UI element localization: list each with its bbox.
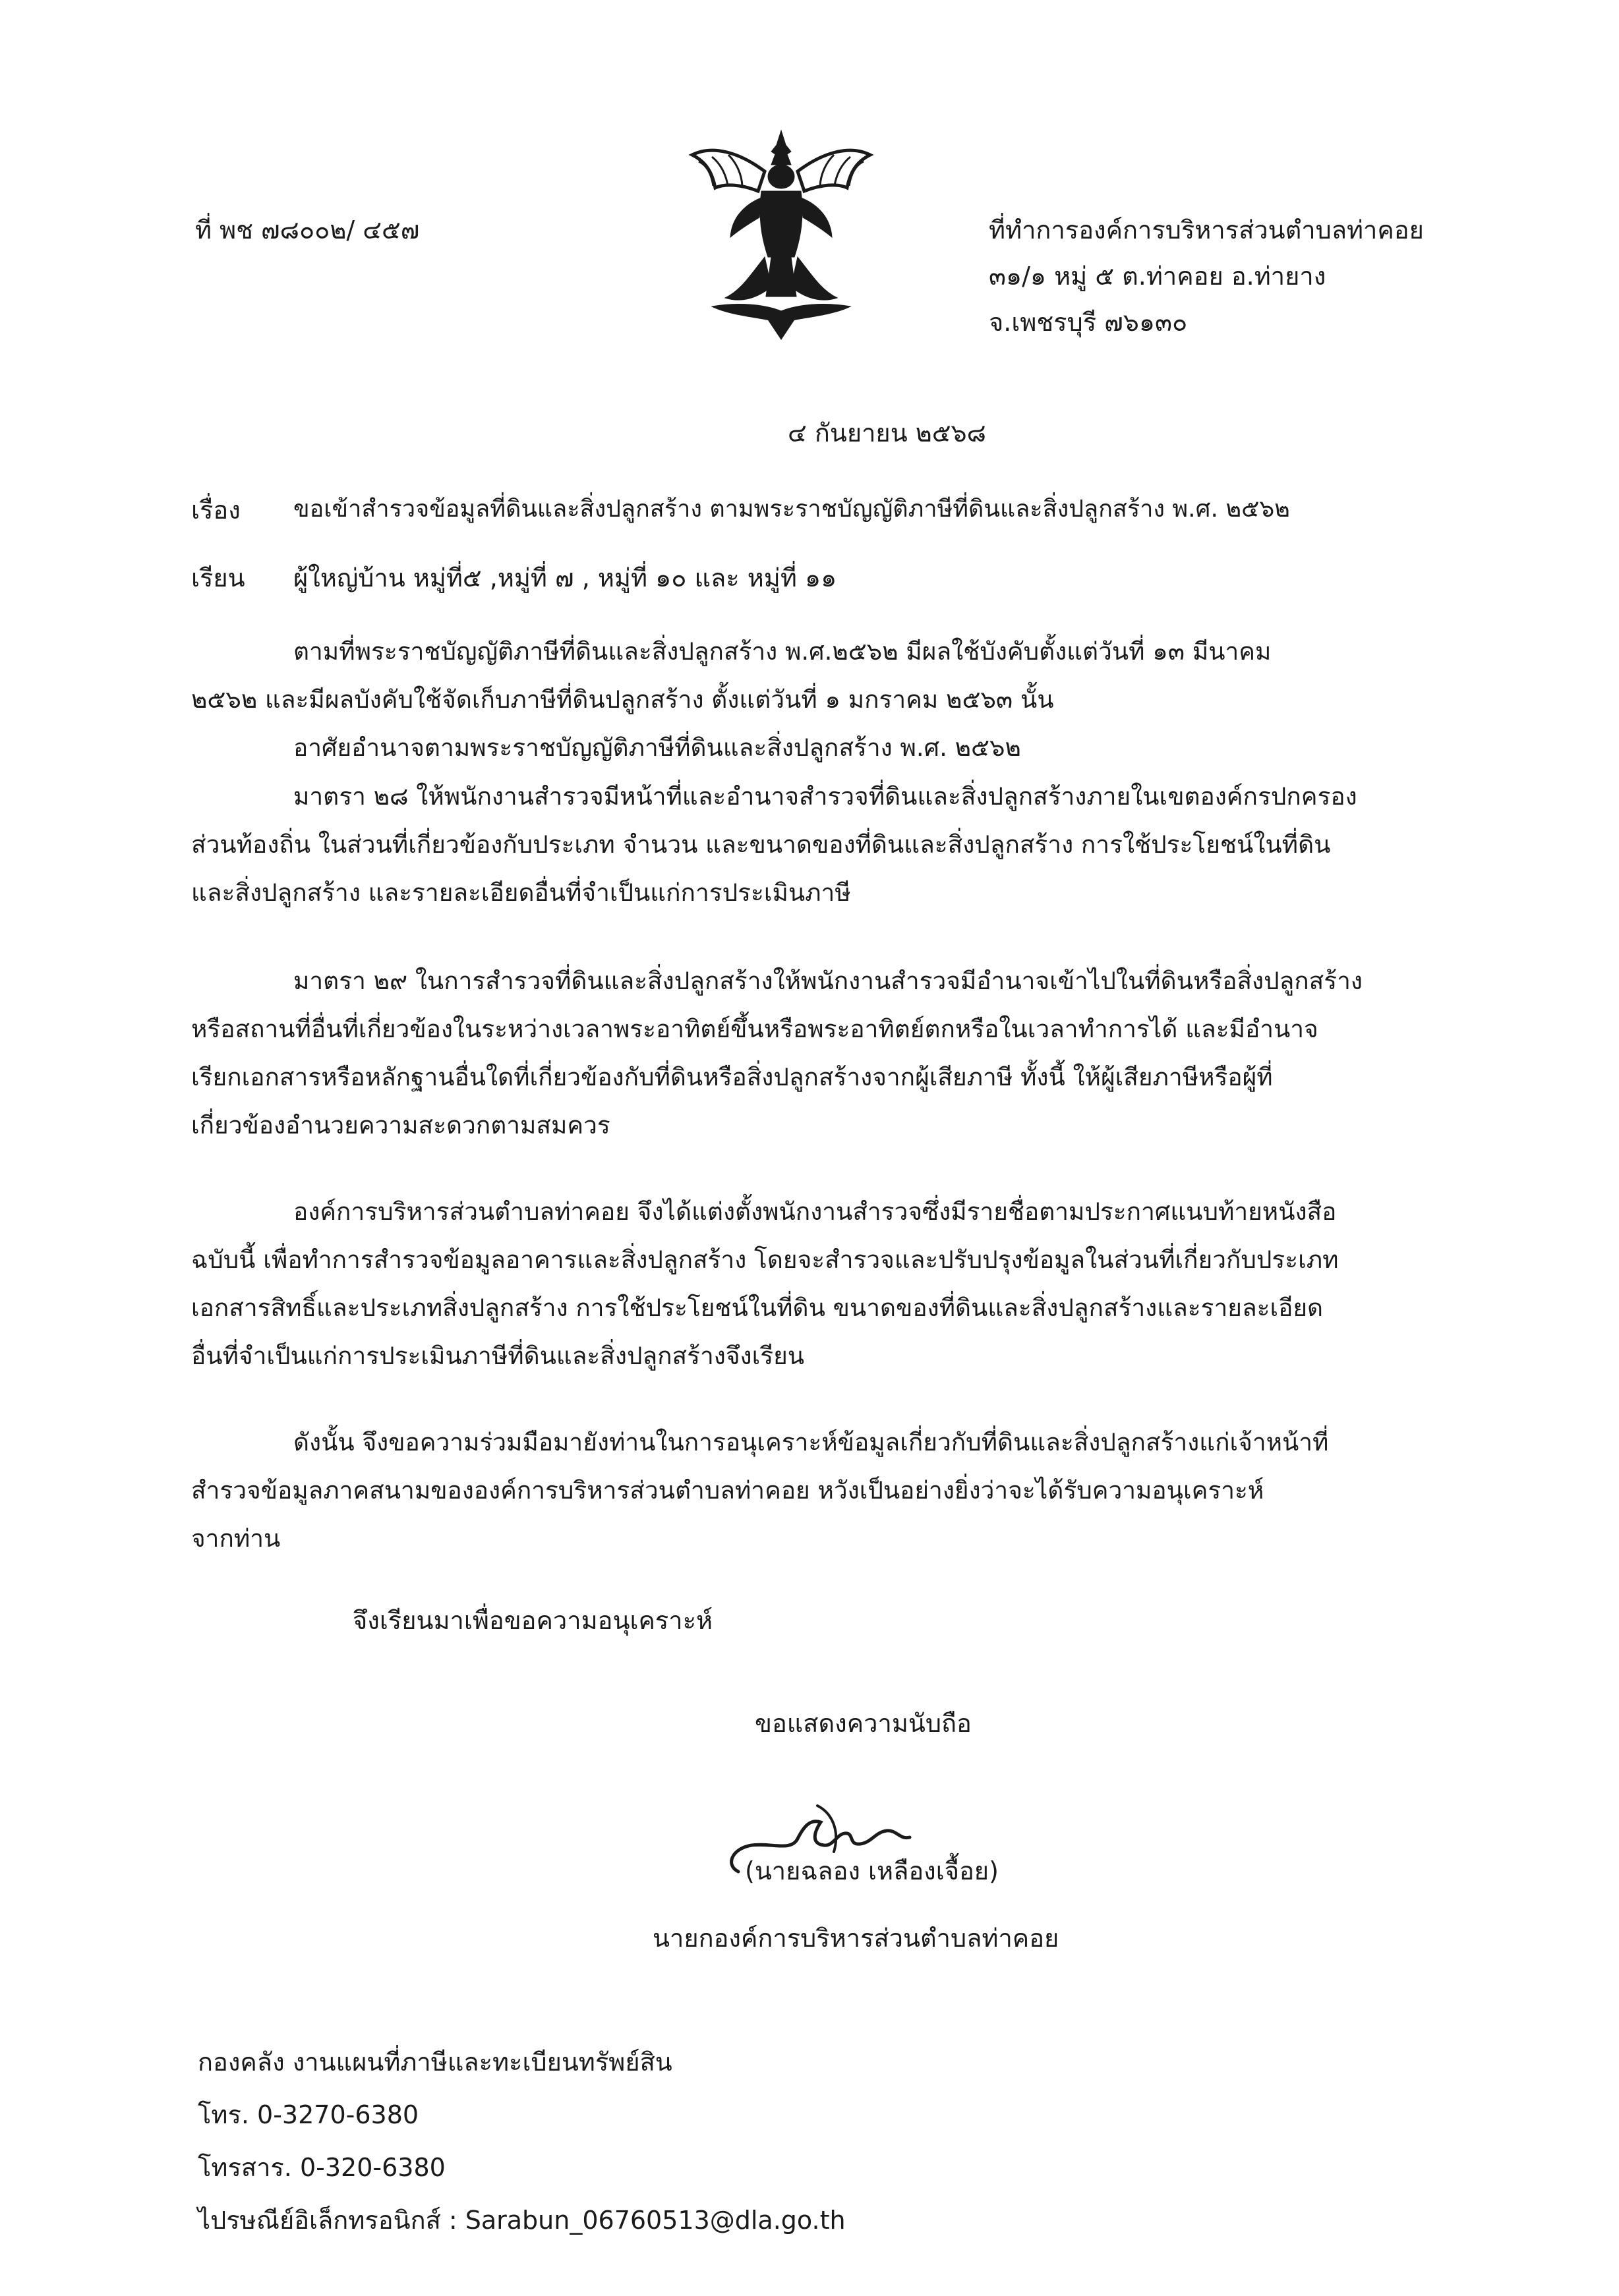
body-line: สำรวจข้อมูลภาคสนามขององค์การบริหารส่วนตำบลท่าคอย หวังเป็นอย่างยิ่งว่าจะได้รับความอนุเคราะห์ — [191, 1476, 1264, 1505]
body-line: มาตรา ๒๙ ในการสำรวจที่ดินและสิ่งปลูกสร้างให้พนักงานสำรวจมีอำนาจเข้าไปในที่ดินหรือสิ่งปลูกสร้าง — [293, 967, 1363, 995]
office-address: ๓๑/๑ หมู่ ๕ ต.ท่าคอย อ.ท่ายาง — [989, 262, 1326, 291]
body-line: เกี่ยวข้องอำนวยความสะดวกตามสมควร — [191, 1111, 610, 1139]
closing-line: จึงเรียนมาเพื่อขอความอนุเคราะห์ — [353, 1606, 713, 1635]
office-name: ที่ทำการองค์การบริหารส่วนตำบลท่าคอย — [989, 215, 1424, 244]
letter-date: ๔ กันยายน ๒๕๖๘ — [788, 418, 986, 447]
garuda-emblem-icon — [679, 125, 883, 343]
body-line: เรียกเอกสารหรือหลักฐานอื่นใดที่เกี่ยวข้องกับที่ดินหรือสิ่งปลูกสร้างจากผู้เสียภาษี ทั้งนี้ ให้ผู้เสียภาษีหรือผู้ที่ — [191, 1063, 1273, 1091]
body-line: องค์การบริหารส่วนตำบลท่าคอย จึงได้แต่งตั้งพนักงานสำรวจซึ่งมีรายชื่อตามประกาศแนบท้ายหนังสือ — [293, 1197, 1337, 1226]
reference-number: ที่ พช ๗๘๐๐๒/ ๔๕๗ — [195, 215, 420, 244]
body-line: และสิ่งปลูกสร้าง และรายละเอียดอื่นที่จำเป็นแก่การประเมินภาษี — [191, 878, 851, 907]
addressee-label: เรียน — [191, 563, 245, 592]
office-province: จ.เพชรบุรี ๗๖๑๓๐ — [989, 308, 1188, 337]
body-line: ดังนั้น จึงขอความร่วมมือมายังท่านในการอนุเคราะห์ข้อมูลเกี่ยวกับที่ดินและสิ่งปลูกสร้างแก่เจ้าหน้าที่ — [293, 1428, 1329, 1456]
body-line: หรือสถานที่อื่นที่เกี่ยวข้องในระหว่างเวลาพระอาทิตย์ขึ้นหรือพระอาทิตย์ตกหรือในเวลาทำการได้ และมีอำนาจ — [191, 1015, 1318, 1043]
body-line: ฉบับนี้ เพื่อทำการสำรวจข้อมูลอาคารและสิ่งปลูกสร้าง โดยจะสำรวจและปรับปรุงข้อมูลในส่วนที่เกี่ยวกับประเภท — [191, 1246, 1339, 1274]
footer-email: ไปรษณีย์อิเล็กทรอนิกส์ : Sarabun_06760513@dla.go.th — [198, 2206, 846, 2235]
footer-fax: โทรสาร. 0-320-6380 — [198, 2153, 446, 2182]
body-line: อาศัยอำนาจตามพระราชบัญญัติภาษีที่ดินและสิ่งปลูกสร้าง พ.ศ. ๒๕๖๒ — [293, 733, 1021, 762]
signer-title: นายกองค์การบริหารส่วนตำบลท่าคอย — [653, 1924, 1059, 1953]
body-line: เอกสารสิทธิ์และประเภทสิ่งปลูกสร้าง การใช้ประโยชน์ในที่ดิน ขนาดของที่ดินและสิ่งปลูกสร้างและรายละเอียด — [191, 1294, 1324, 1322]
body-line: จากท่าน — [191, 1524, 281, 1553]
body-line: มาตรา ๒๘ ให้พนักงานสำรวจมีหน้าที่และอำนาจสำรวจที่ดินและสิ่งปลูกสร้างภายในเขตองค์กรปกครอง — [293, 782, 1357, 811]
body-line: ๒๕๖๒ และมีผลบังคับใช้จัดเก็บภาษีที่ดินปลูกสร้าง ตั้งแต่วันที่ ๑ มกราคม ๒๕๖๓ นั้น — [191, 685, 1054, 714]
body-line: ส่วนท้องถิ่น ในส่วนที่เกี่ยวข้องกับประเภท จำนวน และขนาดของที่ดินและสิ่งปลูกสร้าง การใช้ประโยชน์ในที่ดิน — [191, 830, 1331, 859]
footer-department: กองคลัง งานแผนที่ภาษีและทะเบียนทรัพย์สิน — [198, 2048, 672, 2077]
body-line: ตามที่พระราชบัญญัติภาษีที่ดินและสิ่งปลูกสร้าง พ.ศ.๒๕๖๒ มีผลใช้บังคับตั้งแต่วันที่ ๑๓ มีนาคม — [293, 637, 1272, 666]
addressee-text: ผู้ใหญ่บ้าน หมู่ที่๕ ,หมู่ที่ ๗ , หมู่ที่ ๑๐ และ หมู่ที่ ๑๑ — [293, 563, 837, 592]
subject-text: ขอเข้าสำรวจข้อมูลที่ดินและสิ่งปลูกสร้าง ตามพระราชบัญญัติภาษีที่ดินและสิ่งปลูกสร้าง พ.ศ. ๒๕๖๒ — [293, 496, 1290, 523]
regards-line: ขอแสดงความนับถือ — [755, 1709, 972, 1738]
signer-name: (นายฉลอง เหลืองเจื้อย) — [745, 1856, 999, 1885]
body-line: อื่นที่จำเป็นแก่การประเมินภาษีที่ดินและสิ่งปลูกสร้างจึงเรียน — [191, 1342, 805, 1370]
subject-label: เรื่อง — [191, 496, 241, 525]
footer-phone: โทร. 0-3270-6380 — [198, 2100, 419, 2129]
